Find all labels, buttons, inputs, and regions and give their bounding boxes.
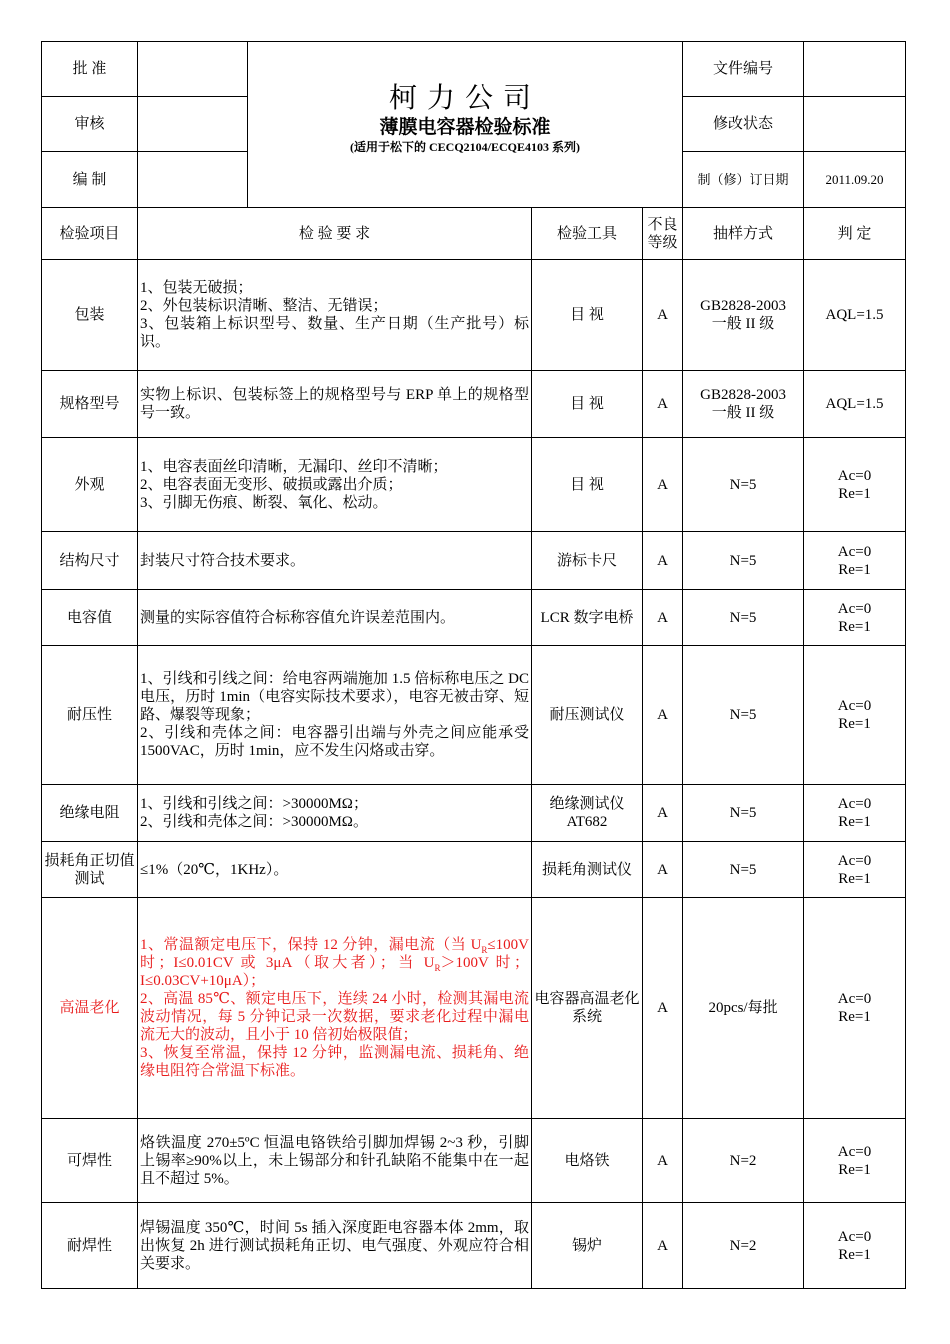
row-tool: 电烙铁: [532, 1119, 643, 1203]
row-tool: 耐压测试仪: [532, 646, 643, 785]
prepare-value: [138, 152, 248, 208]
row-requirement: 烙铁温度 270±5ºC 恒温电铬铁给引脚加焊锡 2~3 秒，引脚上锡率≥90%以上，未上锡部分和针孔缺陷不能集中在一起且不超过 5%。: [138, 1119, 532, 1203]
review-label: 审核: [42, 97, 138, 152]
row-sampling: N=5: [683, 438, 804, 532]
row-judgment: Ac=0 Re=1: [804, 438, 906, 532]
row-grade: A: [643, 842, 683, 898]
row-item: 电容值: [42, 590, 138, 646]
row-requirement: 实物上标识、包装标签上的规格型号与 ERP 单上的规格型号一致。: [138, 371, 532, 438]
row-item: 结构尺寸: [42, 532, 138, 590]
row-item: 耐焊性: [42, 1203, 138, 1289]
doc-no-value: [804, 42, 906, 97]
row-sampling: N=2: [683, 1203, 804, 1289]
table-row: [42, 438, 906, 532]
table-row: [42, 532, 906, 590]
row-requirement: ≤1%（20℃，1KHz）。: [138, 842, 532, 898]
row-grade: A: [643, 590, 683, 646]
table-row: [42, 646, 906, 785]
row-grade: A: [643, 1119, 683, 1203]
date-label: 制（修）订日期: [683, 152, 804, 208]
company-name: 柯力公司: [389, 82, 542, 114]
col-grade-header: 不良 等级: [643, 208, 683, 260]
row-requirement: 测量的实际容值符合标称容值允许误差范围内。: [138, 590, 532, 646]
row-tool: 损耗角测试仪: [532, 842, 643, 898]
table-row: [42, 590, 906, 646]
row-item: 包装: [42, 260, 138, 371]
col-sampling-header: 抽样方式: [683, 208, 804, 260]
approve-label: 批 准: [42, 42, 138, 97]
row-sampling: GB2828-2003 一般 II 级: [683, 371, 804, 438]
revision-label: 修改状态: [683, 97, 804, 152]
row-grade: A: [643, 898, 683, 1119]
row-judgment: Ac=0 Re=1: [804, 842, 906, 898]
row-tool: 绝缘测试仪 AT682: [532, 785, 643, 842]
table-row: [42, 898, 906, 1119]
col-item-header: 检验项目: [42, 208, 138, 260]
row-tool: 目 视: [532, 438, 643, 532]
row-item: 损耗角正切值测试: [42, 842, 138, 898]
approve-value: [138, 42, 248, 97]
row-tool: 游标卡尺: [532, 532, 643, 590]
row-requirement: 1、引线和引线之间：给电容两端施加 1.5 倍标称电压之 DC 电压，历时 1min（电容实际技术要求），电容无被击穿、短路、爆裂等现象； 2、引线和壳体之间：电容器引出端与外壳之间应能承受 1500VAC，历时 1min，应不发生闪烙或击穿。: [138, 646, 532, 785]
row-requirement: 1、常温额定电压下，保持 12 分钟，漏电流（当 $U_R\le 100V$ 时；I≤0.01CV 或 3μA（取大者）；当 $U_R>100V$ 时；I≤0.03CV+10μA）； 2、高温 85℃、额定电压下，连续 24 小时，检测其漏电流波动情况，每 5 分钟记录一次数据，要求老化过程中漏电流无大的波动，且小于 10 倍初始极限值； 3、恢复至常温，保持 12 分钟，监测漏电流、损耗角、绝缘电阻符合常温下标准。: [138, 898, 532, 1119]
title-block: [248, 42, 683, 208]
document-subtitle: (适用于松下的 CECQ2104/ECQE4103 系列): [350, 139, 581, 154]
row-grade: A: [643, 646, 683, 785]
row-item: 可焊性: [42, 1119, 138, 1203]
row-requirement: 封装尺寸符合技术要求。: [138, 532, 532, 590]
row-judgment: AQL=1.5: [804, 371, 906, 438]
prepare-label: 编 制: [42, 152, 138, 208]
review-value: [138, 97, 248, 152]
row-judgment: Ac=0 Re=1: [804, 646, 906, 785]
row-judgment: AQL=1.5: [804, 260, 906, 371]
doc-no-label: 文件编号: [683, 42, 804, 97]
row-sampling: N=5: [683, 785, 804, 842]
row-judgment: Ac=0 Re=1: [804, 532, 906, 590]
row-sampling: N=5: [683, 842, 804, 898]
row-requirement: 1、包装无破损； 2、外包装标识清晰、整洁、无错误； 3、包装箱上标识型号、数量、生产日期（生产批号）标识。: [138, 260, 532, 371]
row-tool: LCR 数字电桥: [532, 590, 643, 646]
row-judgment: Ac=0 Re=1: [804, 1119, 906, 1203]
row-grade: A: [643, 438, 683, 532]
row-grade: A: [643, 532, 683, 590]
row-sampling: N=2: [683, 1119, 804, 1203]
row-item: 高温老化: [42, 898, 138, 1119]
row-sampling: GB2828-2003 一般 II 级: [683, 260, 804, 371]
row-grade: A: [643, 260, 683, 371]
col-judgment-header: 判 定: [804, 208, 906, 260]
row-judgment: Ac=0 Re=1: [804, 1203, 906, 1289]
row-sampling: N=5: [683, 532, 804, 590]
row-sampling: N=5: [683, 590, 804, 646]
table-row: [42, 1203, 906, 1289]
table-row: [42, 785, 906, 842]
row-requirement: 1、引线和引线之间：>30000MΩ； 2、引线和壳体之间：>30000MΩ。: [138, 785, 532, 842]
table-row: [42, 842, 906, 898]
row-tool: 目 视: [532, 260, 643, 371]
table-row: [42, 260, 906, 371]
row-tool: 目 视: [532, 371, 643, 438]
row-sampling: 20pcs/每批: [683, 898, 804, 1119]
row-item: 规格型号: [42, 371, 138, 438]
inspection-standard-table: [41, 41, 906, 1289]
row-grade: A: [643, 371, 683, 438]
date-value: 2011.09.20: [804, 152, 906, 208]
row-tool: 电容器高温老化系统: [532, 898, 643, 1119]
revision-value: [804, 97, 906, 152]
row-judgment: Ac=0 Re=1: [804, 898, 906, 1119]
col-requirement-header: 检 验 要 求: [138, 208, 532, 260]
row-tool: 锡炉: [532, 1203, 643, 1289]
row-judgment: Ac=0 Re=1: [804, 785, 906, 842]
row-requirement: 1、电容表面丝印清晰，无漏印、丝印不清晰； 2、电容表面无变形、破损或露出介质； 3、引脚无伤痕、断裂、氧化、松动。: [138, 438, 532, 532]
row-item: 耐压性: [42, 646, 138, 785]
row-item: 外观: [42, 438, 138, 532]
table-row: [42, 371, 906, 438]
row-grade: A: [643, 1203, 683, 1289]
row-requirement: 焊锡温度 350℃，时间 5s 插入深度距电容器本体 2mm，取出恢复 2h 进行测试损耗角正切、电气强度、外观应符合相关要求。: [138, 1203, 532, 1289]
table-row: [42, 1119, 906, 1203]
row-item: 绝缘电阻: [42, 785, 138, 842]
document-title: 薄膜电容器检验标准: [379, 116, 551, 138]
row-judgment: Ac=0 Re=1: [804, 590, 906, 646]
row-grade: A: [643, 785, 683, 842]
col-tool-header: 检验工具: [532, 208, 643, 260]
row-sampling: N=5: [683, 646, 804, 785]
